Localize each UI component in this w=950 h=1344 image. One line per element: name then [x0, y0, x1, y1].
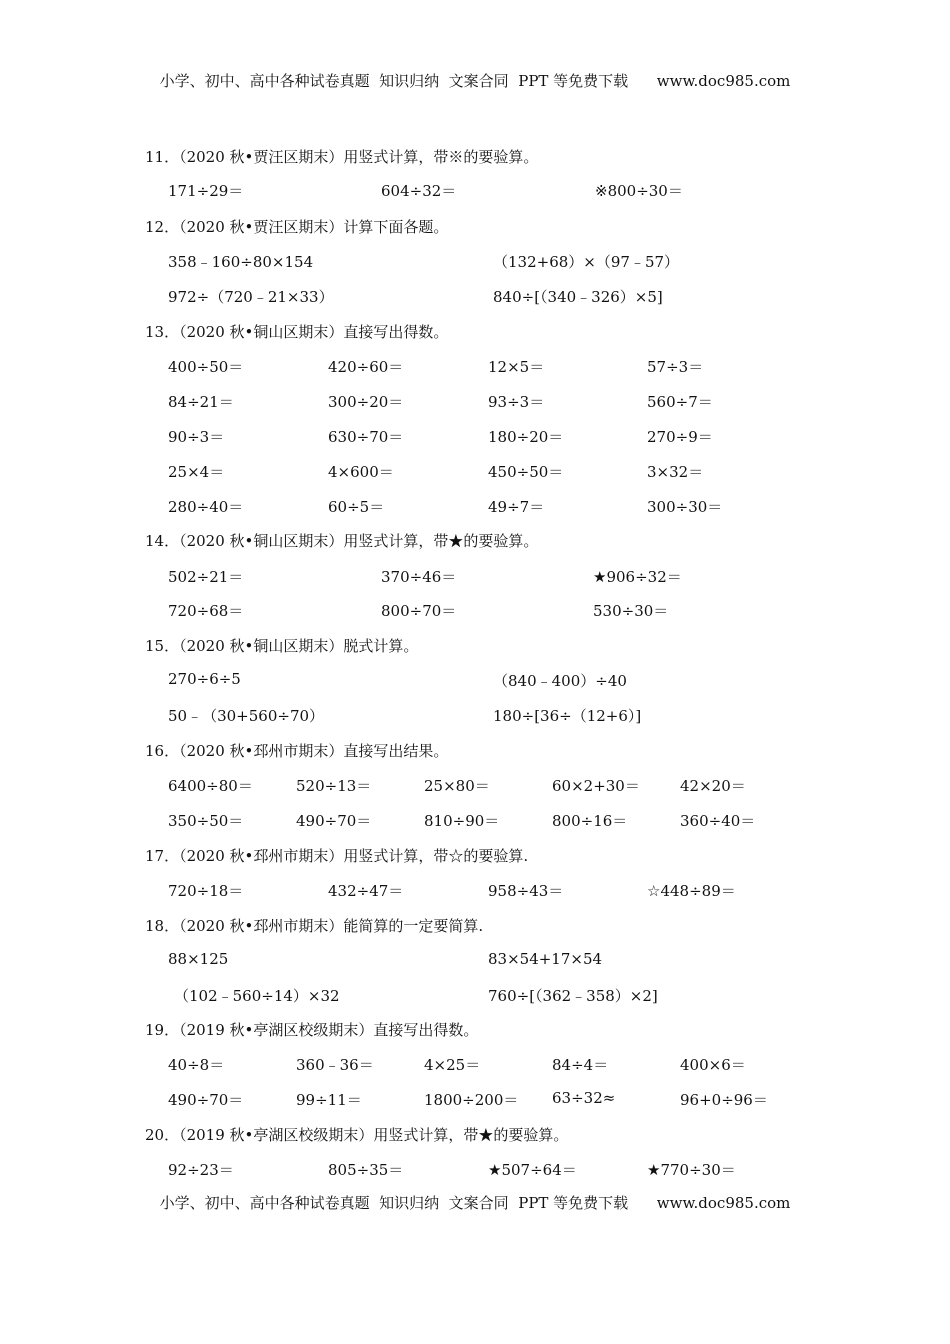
problem-item: 360﹣36＝ — [296, 1056, 374, 1074]
problem-item: 40÷8＝ — [168, 1056, 225, 1074]
problem-item: 450÷50＝ — [488, 463, 564, 481]
problem-item: 720÷68＝ — [168, 602, 244, 620]
problem-item: （132+68）×（97﹣57） — [493, 253, 680, 271]
problem-item: 63÷32≈ — [552, 1089, 616, 1107]
problem-item: 1800÷200＝ — [424, 1091, 519, 1109]
problem-item: 88×125 — [168, 950, 229, 968]
problem-item: 810÷90＝ — [424, 812, 500, 830]
problem-item: 280÷40＝ — [168, 498, 244, 516]
problem-item: 180÷20＝ — [488, 428, 564, 446]
problem-item: 83×54+17×54 — [488, 950, 603, 968]
question-title: 16．（2020 秋•邳州市期末）直接写出结果。 — [145, 742, 449, 760]
problem-item: 972÷（720﹣21×33） — [168, 288, 334, 306]
question-title: 18．（2020 秋•邳州市期末）能简算的一定要简算. — [145, 917, 484, 935]
problem-item: 300÷20＝ — [328, 393, 404, 411]
problem-item: 84÷4＝ — [552, 1056, 609, 1074]
problem-item: 800÷70＝ — [381, 602, 457, 620]
problem-item: 4×25＝ — [424, 1056, 481, 1074]
problem-item: 400×6＝ — [680, 1056, 746, 1074]
problem-item: 171÷29＝ — [168, 182, 244, 200]
problem-item: 60×2+30＝ — [552, 777, 640, 795]
problem-item: 92÷23＝ — [168, 1161, 234, 1179]
problem-item: 270÷6÷5 — [168, 670, 241, 688]
question-title: 20．（2019 秋•亭湖区校级期末）用竖式计算，带★的要验算。 — [145, 1126, 569, 1144]
problem-item: 4×600＝ — [328, 463, 394, 481]
page-footer: 小学、初中、高中各种试卷真题 知识归纳 文案合同 PPT 等免费下载 www.doc985.com — [159, 1194, 791, 1212]
problem-item: 90÷3＝ — [168, 428, 225, 446]
problem-item: （102﹣560÷14）×32 — [174, 987, 340, 1005]
problem-item: 520÷13＝ — [296, 777, 372, 795]
problem-item: 180÷[36÷（12+6）] — [493, 707, 642, 725]
problem-item: ★906÷32＝ — [593, 568, 682, 586]
problem-item: 84÷21＝ — [168, 393, 234, 411]
problem-item: ☆448÷89＝ — [647, 882, 736, 900]
problem-item: 93÷3＝ — [488, 393, 545, 411]
problem-item: 42×20＝ — [680, 777, 746, 795]
question-title: 15．（2020 秋•铜山区期末）脱式计算。 — [145, 637, 419, 655]
problem-item: 432÷47＝ — [328, 882, 404, 900]
problem-item: 958÷43＝ — [488, 882, 564, 900]
problem-item: 630÷70＝ — [328, 428, 404, 446]
problem-item: 360÷40＝ — [680, 812, 756, 830]
question-title: 19．（2019 秋•亭湖区校级期末）直接写出得数。 — [145, 1021, 479, 1039]
problem-item: ★507÷64＝ — [488, 1161, 577, 1179]
question-title: 12．（2020 秋•贾汪区期末）计算下面各题。 — [145, 218, 449, 236]
problem-item: 502÷21＝ — [168, 568, 244, 586]
problem-item: 604÷32＝ — [381, 182, 457, 200]
problem-item: 25×4＝ — [168, 463, 225, 481]
page-header: 小学、初中、高中各种试卷真题 知识归纳 文案合同 PPT 等免费下载 www.doc985.com — [159, 72, 791, 90]
problem-item: 530÷30＝ — [593, 602, 669, 620]
problem-item: 840÷[（340﹣326）×5] — [493, 288, 663, 306]
question-title: 14．（2020 秋•铜山区期末）用竖式计算，带★的要验算。 — [145, 532, 539, 550]
problem-item: 400÷50＝ — [168, 358, 244, 376]
problem-item: 60÷5＝ — [328, 498, 385, 516]
problem-item: 805÷35＝ — [328, 1161, 404, 1179]
problem-item: 358﹣160÷80×154 — [168, 253, 314, 271]
problem-item: 490÷70＝ — [168, 1091, 244, 1109]
problem-item: ※800÷30＝ — [595, 182, 683, 200]
problem-item: 370÷46＝ — [381, 568, 457, 586]
problem-item: 490÷70＝ — [296, 812, 372, 830]
problem-item: 49÷7＝ — [488, 498, 545, 516]
problem-item: 420÷60＝ — [328, 358, 404, 376]
problem-item: （840﹣400）÷40 — [493, 672, 627, 690]
problem-item: 57÷3＝ — [647, 358, 704, 376]
problem-item: 760÷[（362﹣358）×2] — [488, 987, 658, 1005]
problem-item: 99÷11＝ — [296, 1091, 362, 1109]
question-title: 17．（2020 秋•邳州市期末）用竖式计算，带☆的要验算. — [145, 847, 529, 865]
problem-item: 3×32＝ — [647, 463, 704, 481]
problem-item: 300÷30＝ — [647, 498, 723, 516]
question-title: 11．（2020 秋•贾汪区期末）用竖式计算，带※的要验算。 — [145, 148, 539, 166]
problem-item: 350÷50＝ — [168, 812, 244, 830]
problem-item: 720÷18＝ — [168, 882, 244, 900]
problem-item: 12×5＝ — [488, 358, 545, 376]
problem-item: 25×80＝ — [424, 777, 490, 795]
problem-item: 96+0÷96＝ — [680, 1091, 768, 1109]
problem-item: ★770÷30＝ — [647, 1161, 736, 1179]
problem-item: 50﹣（30+560÷70） — [168, 707, 325, 725]
problem-item: 560÷7＝ — [647, 393, 713, 411]
problem-item: 270÷9＝ — [647, 428, 713, 446]
problem-item: 800÷16＝ — [552, 812, 628, 830]
question-title: 13．（2020 秋•铜山区期末）直接写出得数。 — [145, 323, 449, 341]
problem-item: 6400÷80＝ — [168, 777, 253, 795]
